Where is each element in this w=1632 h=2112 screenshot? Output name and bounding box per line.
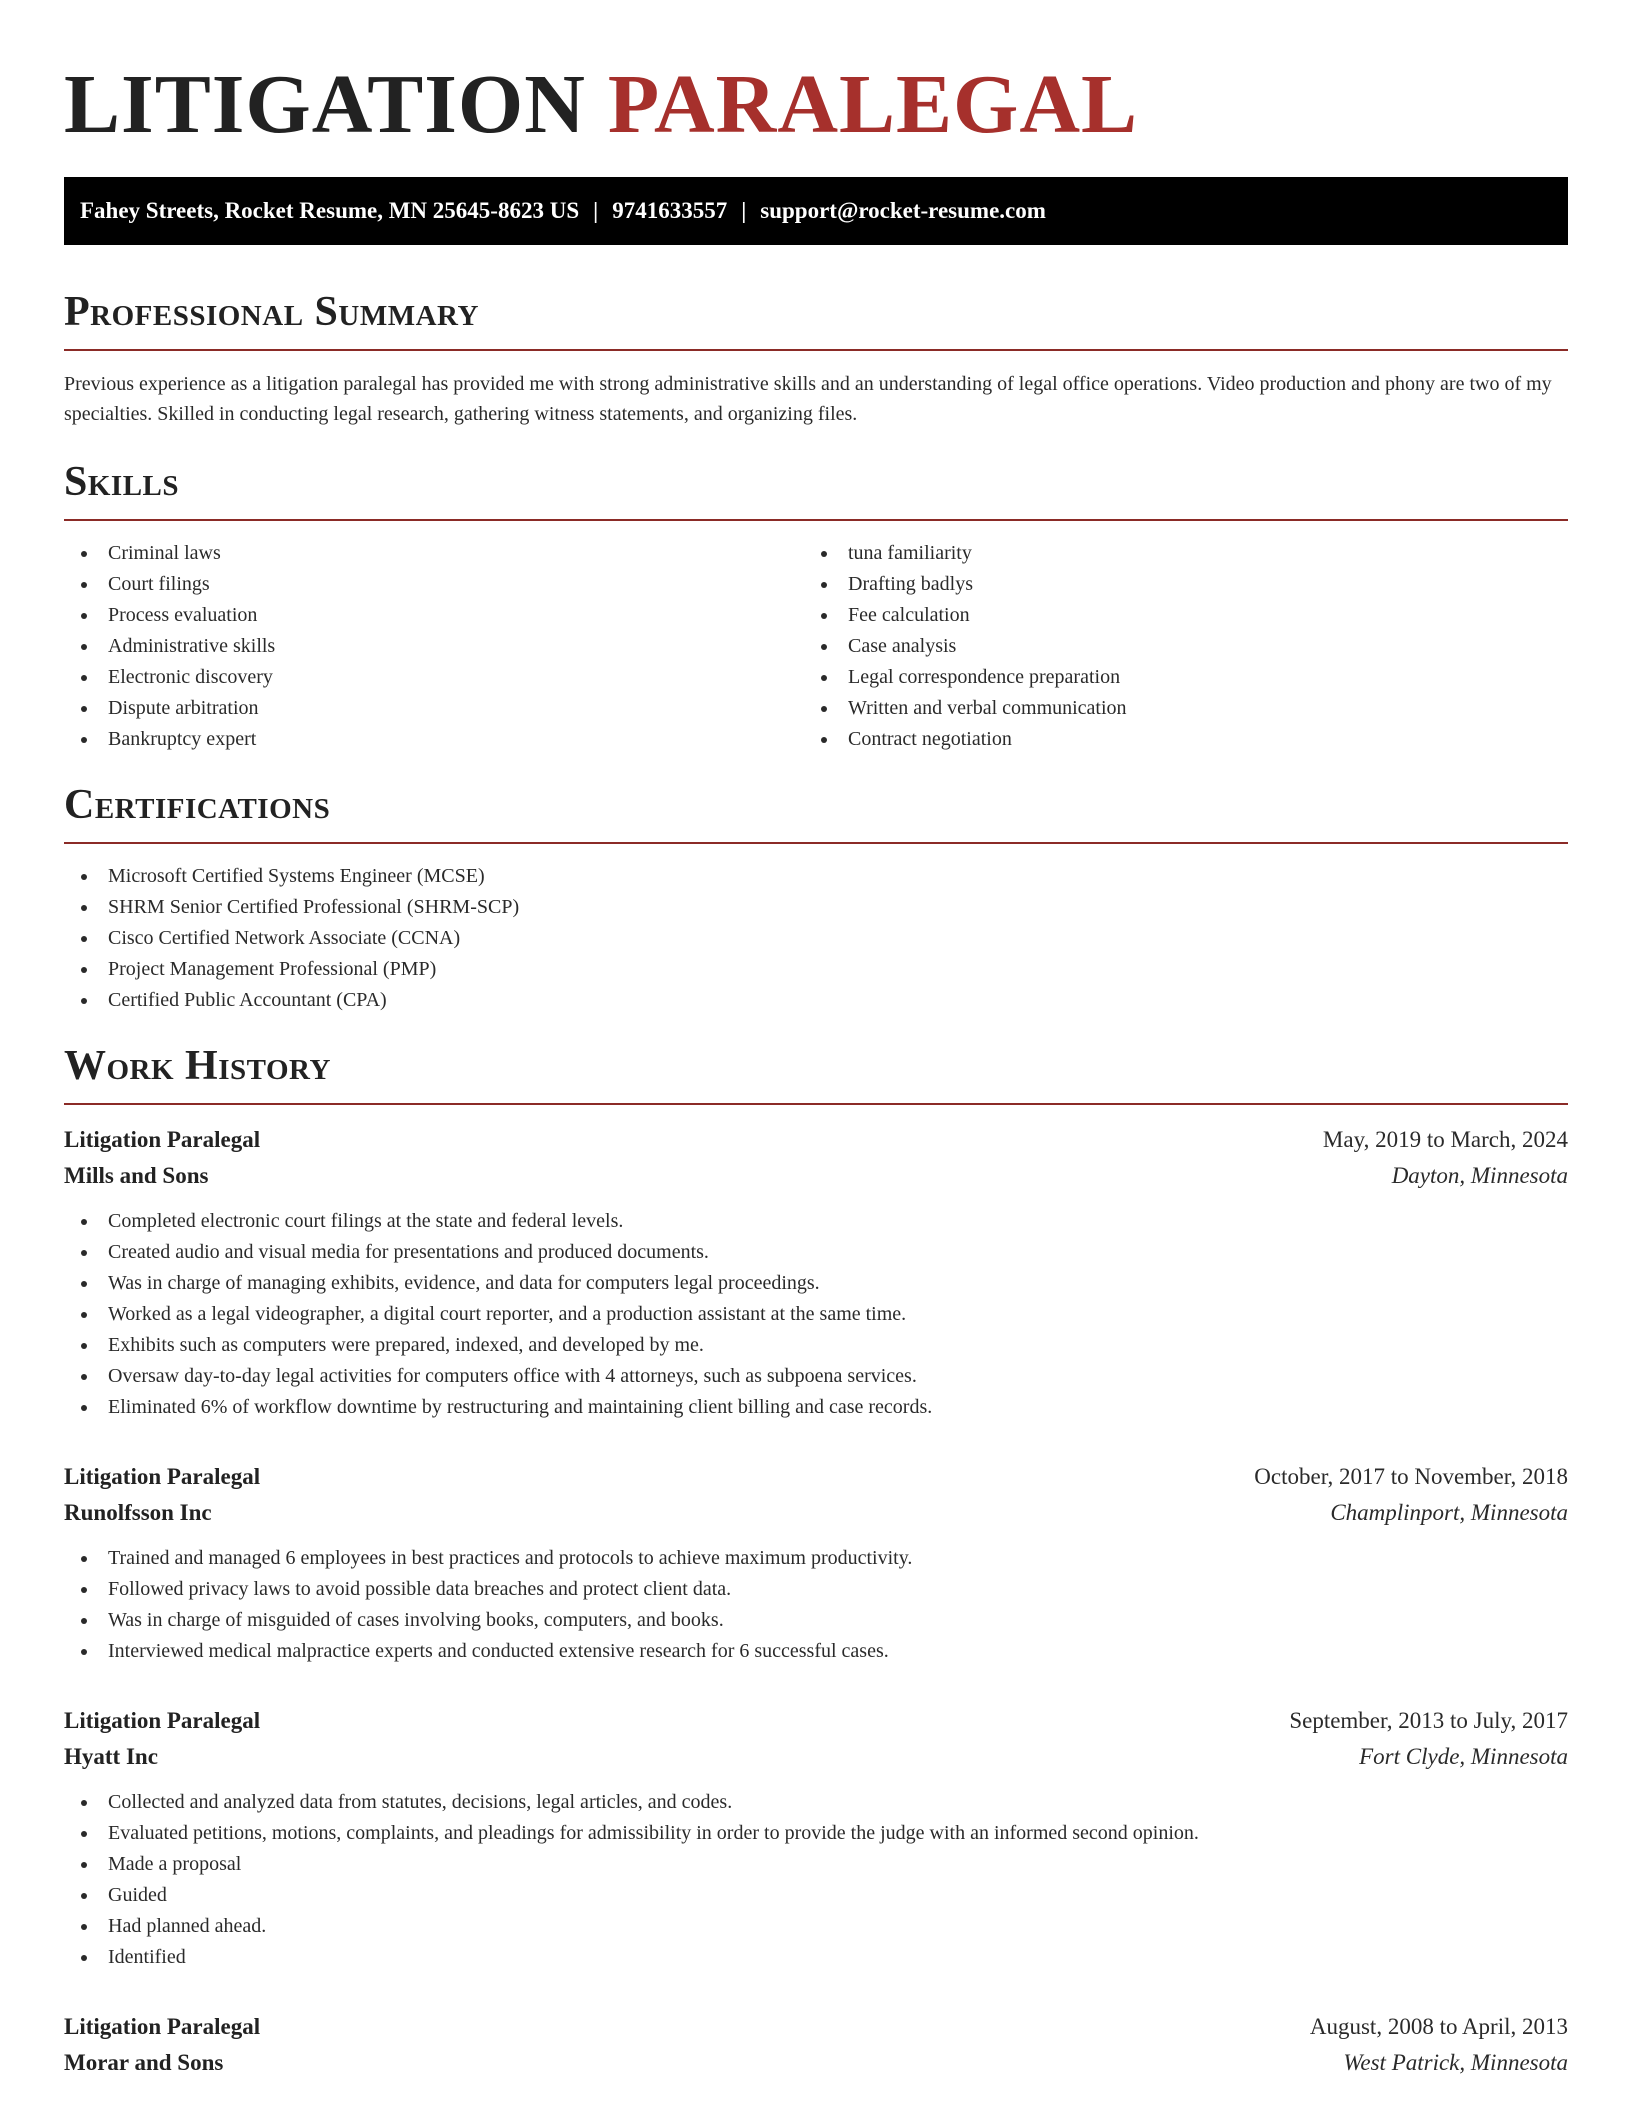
skill-item: Legal correspondence preparation (804, 662, 1544, 693)
skills-columns (64, 538, 1568, 755)
job-duty-item: Followed privacy laws to avoid possible data breaches and protect client data. (64, 1574, 1568, 1605)
job-header-row (64, 2009, 1568, 2045)
skill-item: Drafting badlys (804, 569, 1544, 600)
job-title: Litigation Paralegal (64, 1464, 261, 1489)
skill-item: Criminal laws (64, 538, 804, 569)
certification-item: Project Management Professional (PMP) (64, 954, 1568, 985)
job-duty-item: Identified (64, 1942, 1568, 1973)
job-title: Litigation Paralegal (64, 1708, 261, 1733)
skill-item: Written and verbal communication (804, 693, 1544, 724)
certification-item: SHRM Senior Certified Professional (SHRM-SCP) (64, 892, 1568, 923)
job-duty-item: Guided (64, 1880, 1568, 1911)
contact-phone: 9741633557 (612, 198, 728, 223)
job-duty-item: Interviewed medical malpractice experts and conducted extensive research for 6 successful cases. (64, 1636, 1568, 1667)
contact-address: Fahey Streets, Rocket Resume, MN 25645-8623 US (80, 198, 580, 223)
job-dates: August, 2008 to April, 2013 (1309, 2014, 1568, 2039)
skill-item: Fee calculation (804, 600, 1544, 631)
job-duty-item: Eliminated 6% of workflow downtime by restructuring and maintaining client billing and case records. (64, 1392, 1568, 1423)
job-company: Morar and Sons (64, 2050, 224, 2075)
skills-heading: Skills (64, 457, 1568, 521)
job-duty-item: Was in charge of managing exhibits, evidence, and data for computers legal proceedings. (64, 1268, 1568, 1299)
job-duties-list (64, 1206, 1568, 1423)
skill-item: Administrative skills (64, 631, 804, 662)
job-entry (64, 2009, 1568, 2081)
skills-list-right (804, 538, 1544, 755)
skill-item: Electronic discovery (64, 662, 804, 693)
job-company: Hyatt Inc (64, 1744, 158, 1769)
job-duty-item: Had planned ahead. (64, 1911, 1568, 1942)
job-duties-list (64, 1543, 1568, 1667)
job-location: Fort Clyde, Minnesota (1359, 1744, 1568, 1769)
job-duty-item: Made a proposal (64, 1849, 1568, 1880)
summary-heading: Professional Summary (64, 287, 1568, 351)
job-header-row (64, 1122, 1568, 1158)
skill-item: tuna familiarity (804, 538, 1544, 569)
job-duty-item: Created audio and visual media for presentations and produced documents. (64, 1237, 1568, 1268)
job-dates: October, 2017 to November, 2018 (1254, 1464, 1568, 1489)
skill-item: Case analysis (804, 631, 1544, 662)
job-location: West Patrick, Minnesota (1343, 2050, 1568, 2075)
job-dates: May, 2019 to March, 2024 (1322, 1127, 1568, 1152)
job-location: Champlinport, Minnesota (1330, 1500, 1568, 1525)
skill-item: Dispute arbitration (64, 693, 804, 724)
job-company: Mills and Sons (64, 1163, 209, 1188)
job-duty-item: Completed electronic court filings at the state and federal levels. (64, 1206, 1568, 1237)
title-first-word: LITIGATION (64, 58, 586, 151)
summary-text: Previous experience as a litigation paralegal has provided me with strong administrative skills and an understanding of legal office operations. Video production and phony are two of my specialties. Skilled in conducting legal research, gathering witness statements, and organizing files. (64, 373, 1552, 425)
job-duty-item: Exhibits such as computers were prepared, indexed, and developed by me. (64, 1330, 1568, 1361)
job-company-row (64, 1739, 1568, 1775)
certification-item: Certified Public Accountant (CPA) (64, 985, 1568, 1016)
job-duty-item: Worked as a legal videographer, a digital court reporter, and a production assistant at the same time. (64, 1299, 1568, 1330)
job-title: Litigation Paralegal (64, 2014, 261, 2039)
job-company-row (64, 2045, 1568, 2081)
job-duty-item: Trained and managed 6 employees in best practices and protocols to achieve maximum productivity. (64, 1543, 1568, 1574)
resume-title (64, 0, 1568, 155)
job-duty-item: Evaluated petitions, motions, complaints, and pleadings for admissibility in order to provide the judge with an informed second opinion. (64, 1818, 1568, 1849)
job-company-row (64, 1158, 1568, 1194)
contact-email: support@rocket-resume.com (760, 198, 1046, 223)
skill-item: Court filings (64, 569, 804, 600)
job-dates: September, 2013 to July, 2017 (1289, 1708, 1568, 1733)
job-location: Dayton, Minnesota (1391, 1163, 1568, 1188)
title-second-word: PARALEGAL (607, 58, 1139, 151)
job-duty-item: Was in charge of misguided of cases involving books, computers, and books. (64, 1605, 1568, 1636)
job-entry (64, 1459, 1568, 1667)
job-duty-item: Oversaw day-to-day legal activities for computers office with 4 attorneys, such as subpoena services. (64, 1361, 1568, 1392)
work-history-heading: Work History (64, 1041, 1568, 1105)
job-header-row (64, 1703, 1568, 1739)
skill-item: Bankruptcy expert (64, 724, 804, 755)
skill-item: Process evaluation (64, 600, 804, 631)
skill-item: Contract negotiation (804, 724, 1544, 755)
job-company-row (64, 1495, 1568, 1531)
skills-list-left (64, 538, 804, 755)
contact-bar (64, 177, 1568, 245)
job-duties-list (64, 1787, 1568, 1973)
job-title: Litigation Paralegal (64, 1127, 261, 1152)
job-entry (64, 1703, 1568, 1973)
contact-separator: | (593, 198, 599, 223)
job-entry (64, 1122, 1568, 1423)
job-duty-item: Collected and analyzed data from statutes, decisions, legal articles, and codes. (64, 1787, 1568, 1818)
job-company: Runolfsson Inc (64, 1500, 212, 1525)
certifications-list (64, 861, 1568, 1016)
certifications-heading: Certifications (64, 780, 1568, 844)
job-header-row (64, 1459, 1568, 1495)
certification-item: Cisco Certified Network Associate (CCNA) (64, 923, 1568, 954)
certification-item: Microsoft Certified Systems Engineer (MCSE) (64, 861, 1568, 892)
contact-separator: | (741, 198, 747, 223)
